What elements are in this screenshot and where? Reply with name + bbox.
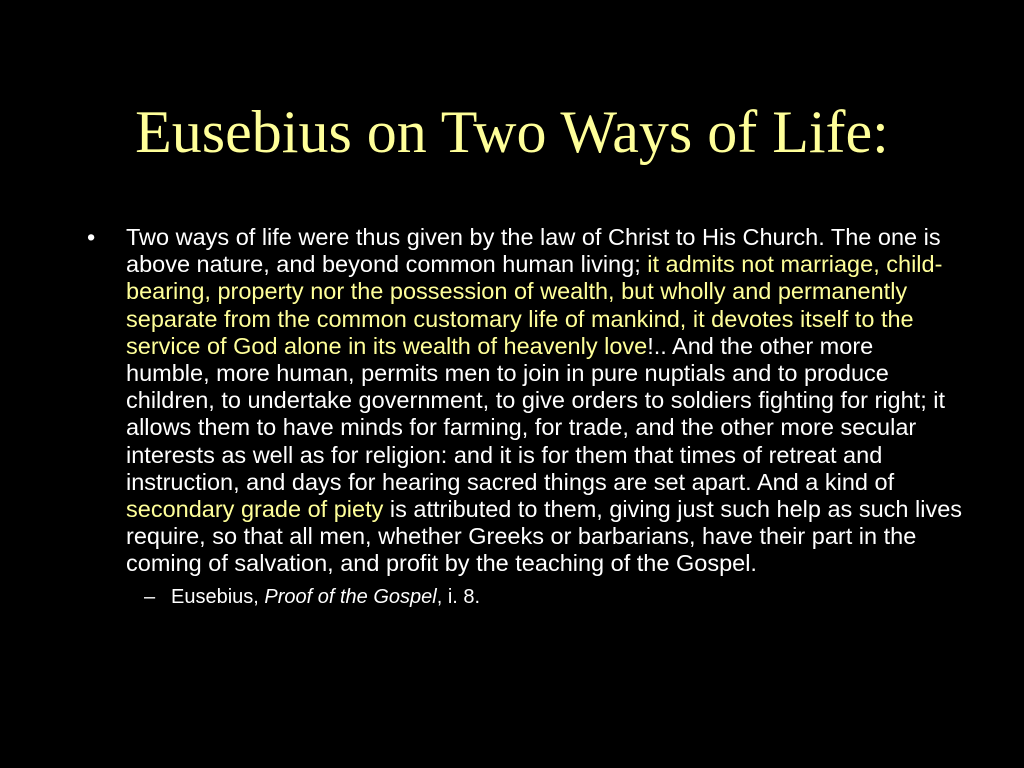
citation-dash: – — [144, 585, 156, 608]
citation — [82, 584, 962, 610]
bullet-item — [82, 224, 962, 578]
citation-author: Eusebius, — [171, 585, 265, 608]
paragraph-text-3: is attributed to them, giving just such help as such lives require, so that all men, whether Greeks or barbarians, have their part in the coming of salvation, and profit by the teaching of the Gospel. — [126, 496, 963, 577]
slide-body — [82, 224, 962, 610]
bullet-icon: • — [87, 224, 96, 250]
highlight-text-1: it admits not marriage, child-bearing, property nor the possession of wealth, but wholly and permanently separate from the common customary life of mankind, it devotes itself to the service of God alone in its wealth of heavenly love — [126, 251, 943, 359]
paragraph-text-2: !.. And the other more humble, more human, permits men to join in pure nuptials and to produce children, to undertake government, to give orders to soldiers fighting for right; it allows them to have minds for farming, for trade, and the other more secular interests as well as for religion: and it is for them that times of retreat and instruction, and days for hearing sacred things are set apart. And a kind of — [126, 332, 946, 495]
paragraph-text-1: Two ways of life were thus given by the law of Christ to His Church. The one is above nature, and beyond common human living; — [126, 224, 941, 278]
slide-title: Eusebius on Two Ways of Life: — [135, 99, 889, 165]
citation-ref: , i. 8. — [436, 585, 481, 608]
citation-work: Proof of the Gospel — [264, 585, 437, 608]
highlight-text-2: secondary grade of piety — [126, 496, 384, 523]
